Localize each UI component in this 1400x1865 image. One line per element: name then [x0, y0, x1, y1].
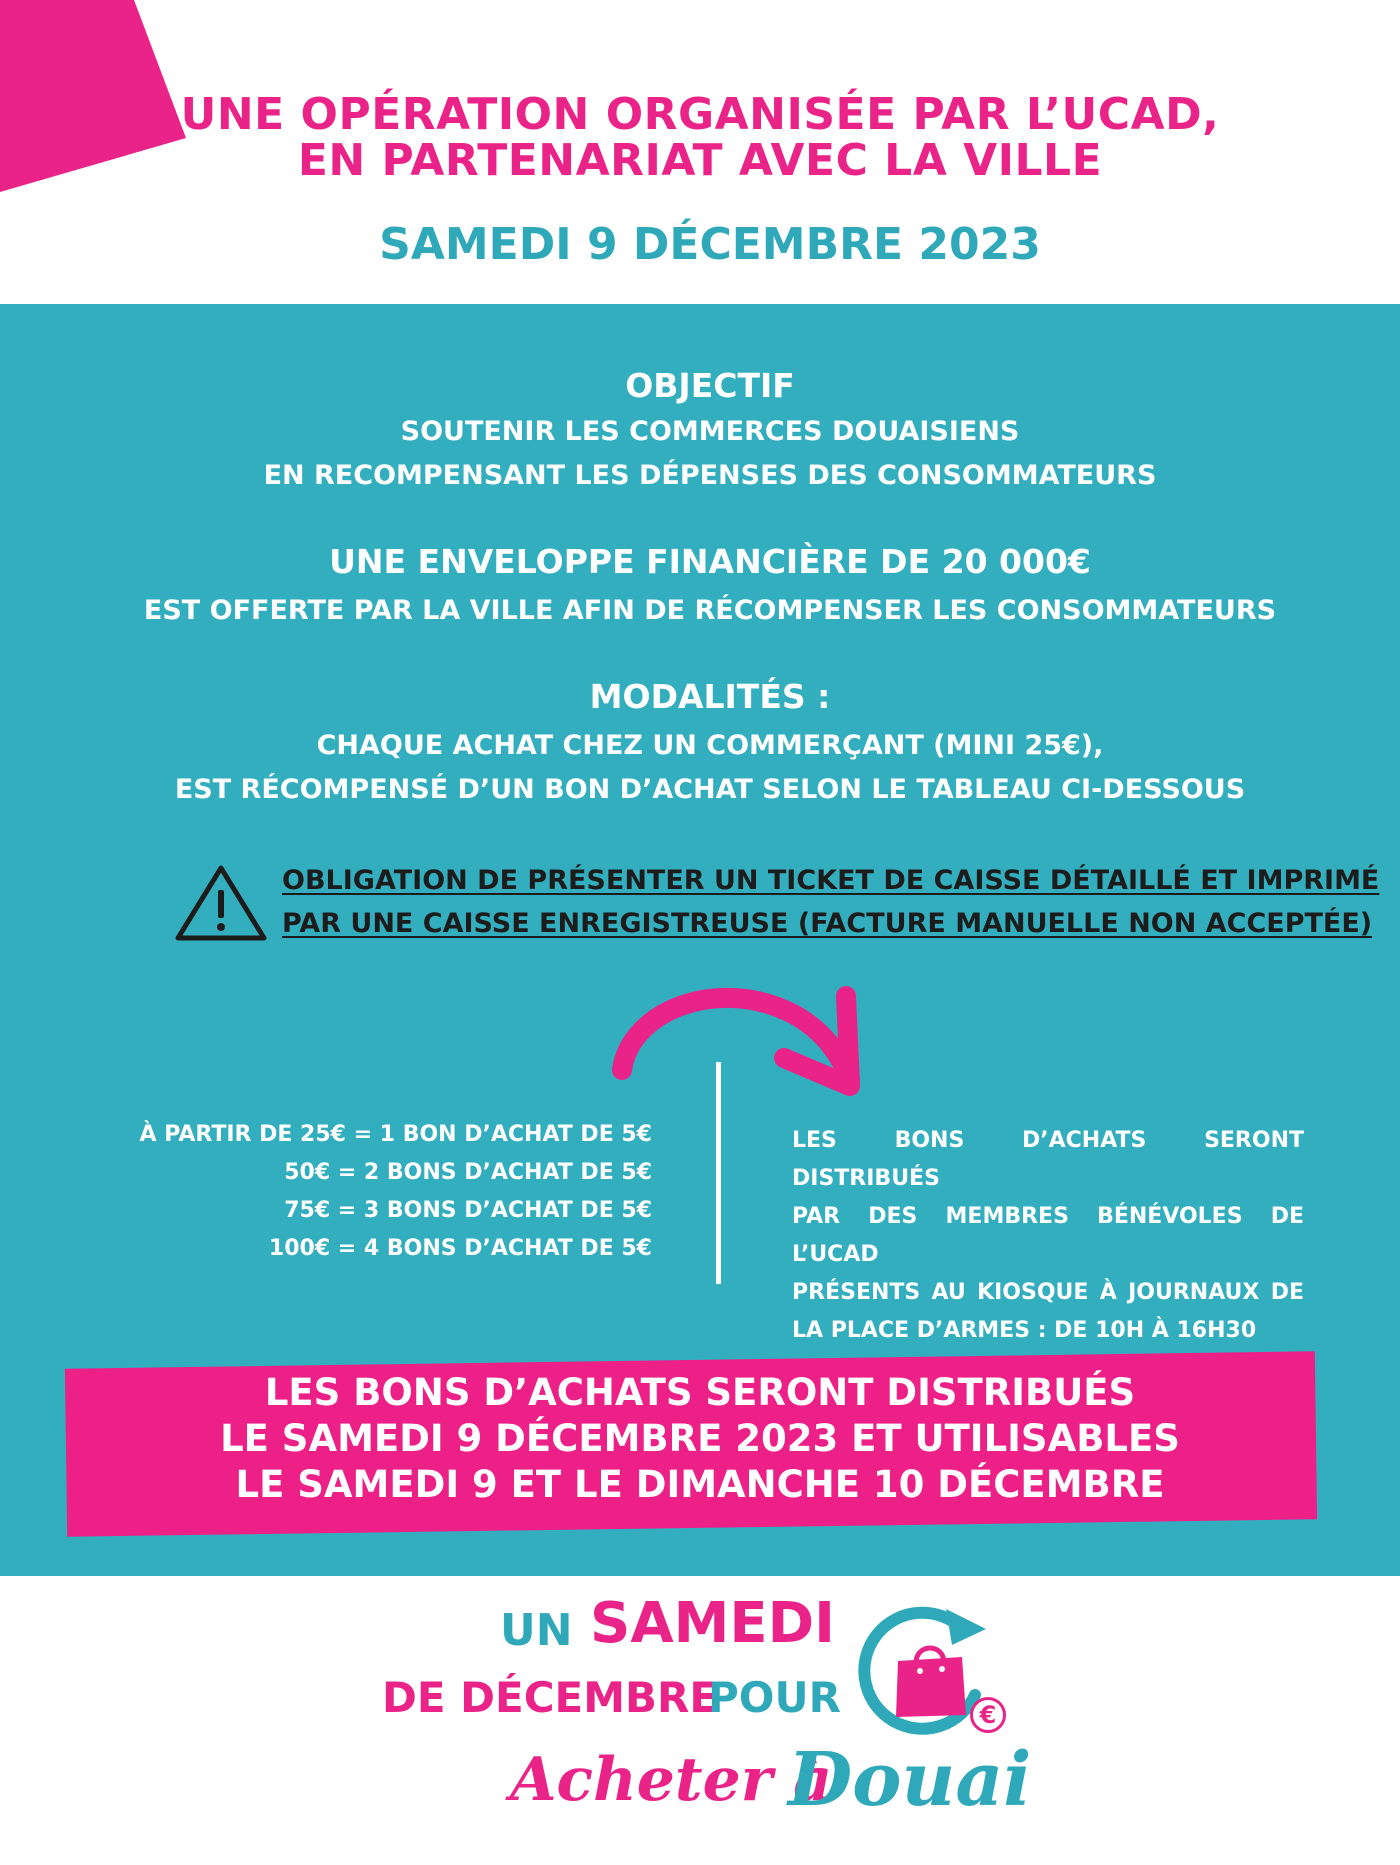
distribution-line: PAR DES MEMBRES BÉNÉVOLES DE L’UCAD	[792, 1204, 1304, 1267]
distribution-line: LES BONS D’ACHATS SERONT DISTRIBUÉS	[792, 1128, 1304, 1191]
logo-samedi: SAMEDI	[590, 1591, 835, 1656]
header-line-2: EN PARTENARIAT AVEC LA VILLE	[297, 135, 1103, 186]
reward-item: 50€ = 2 BONS D’ACHAT DE 5€	[284, 1160, 652, 1185]
objectif-title: OBJECTIF	[625, 366, 795, 405]
modalites-line-1: CHAQUE ACHAT CHEZ UN COMMERÇANT (MINI 25€),	[316, 730, 1104, 761]
logo-acheter-a: Acheter à	[510, 1745, 833, 1815]
modalites-line-2: EST RÉCOMPENSÉ D’UN BON D’ACHAT SELON LE TABLEAU CI-DESSOUS	[174, 774, 1246, 805]
logo-de-decembre: DE DÉCEMBRE	[382, 1673, 719, 1722]
logo-douai: Douai	[788, 1737, 1032, 1823]
enveloppe-title: UNE ENVELOPPE FINANCIÈRE DE 20 000€	[329, 542, 1091, 581]
logo-pour: POUR	[708, 1673, 841, 1722]
banner-line-2: LE SAMEDI 9 DÉCEMBRE 2023 ET UTILISABLES	[220, 1417, 1180, 1460]
rewards-list	[120, 1116, 652, 1268]
logo-un: UN	[500, 1605, 573, 1656]
enveloppe-line-1: EST OFFERTE PAR LA VILLE AFIN DE RÉCOMPENSER LES CONSOMMATEURS	[143, 595, 1277, 626]
distribution-info	[792, 1122, 1304, 1350]
modalites-title: MODALITÉS :	[589, 677, 831, 716]
banner-line-3: LE SAMEDI 9 ET LE DIMANCHE 10 DÉCEMBRE	[235, 1463, 1165, 1506]
reward-item: À PARTIR DE 25€ = 1 BON D’ACHAT DE 5€	[139, 1122, 652, 1147]
column-divider	[716, 1062, 721, 1284]
euro-badge: €	[970, 1697, 1006, 1733]
event-date: SAMEDI 9 DÉCEMBRE 2023	[379, 219, 1041, 270]
shopping-bag-icon	[890, 1635, 970, 1721]
objectif-line-2: EN RECOMPENSANT LES DÉPENSES DES CONSOMMATEURS	[263, 460, 1157, 491]
reward-item: 100€ = 4 BONS D’ACHAT DE 5€	[268, 1236, 652, 1261]
warning-line-1: OBLIGATION DE PRÉSENTER UN TICKET DE CAISSE DÉTAILLÉ ET IMPRIMÉ	[282, 865, 1380, 896]
objectif-line-1: SOUTENIR LES COMMERCES DOUAISIENS	[400, 416, 1020, 447]
logo	[370, 1585, 1030, 1855]
curved-arrow-icon	[600, 980, 870, 1130]
header-line-1: UNE OPÉRATION ORGANISÉE PAR L’UCAD,	[180, 89, 1220, 140]
distribution-line: LA PLACE D’ARMES : DE 10H À 16H30	[792, 1318, 1257, 1343]
banner-line-1: LES BONS D’ACHATS SERONT DISTRIBUÉS	[264, 1371, 1136, 1414]
warning-triangle-icon	[174, 864, 268, 942]
reward-item: 75€ = 3 BONS D’ACHAT DE 5€	[284, 1198, 652, 1223]
distribution-line: PRÉSENTS AU KIOSQUE À JOURNAUX DE	[792, 1280, 1304, 1305]
warning-line-2: PAR UNE CAISSE ENREGISTREUSE (FACTURE MANUELLE NON ACCEPTÉE)	[282, 908, 1373, 939]
